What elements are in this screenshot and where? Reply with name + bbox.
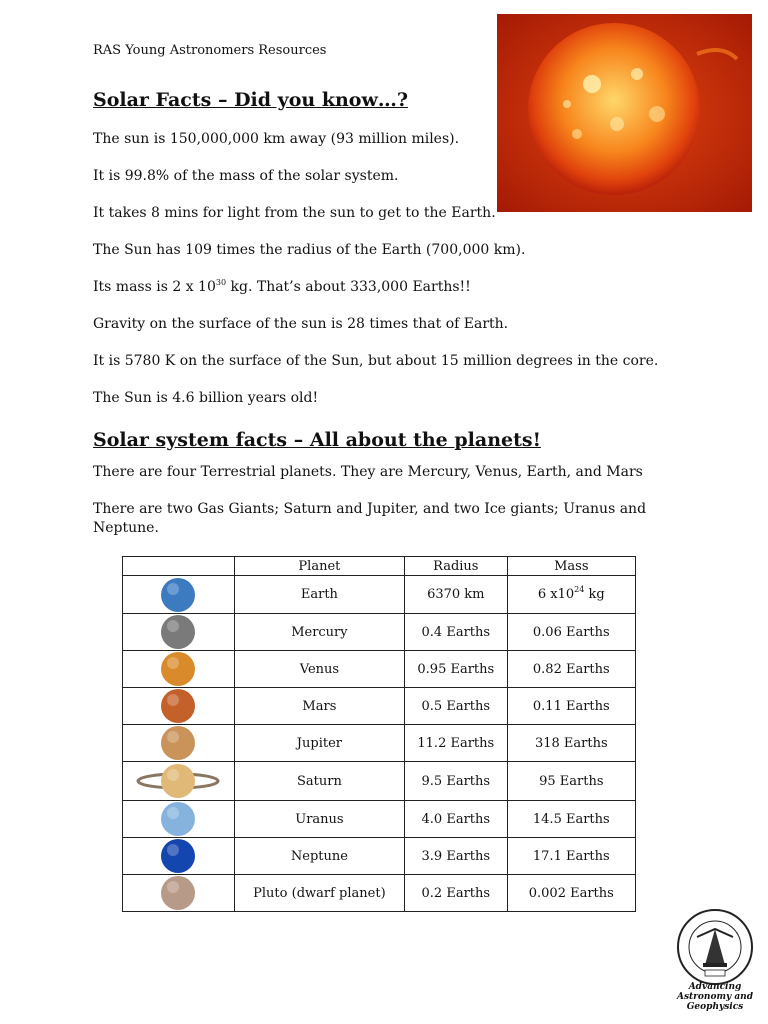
planet-icon-cell <box>123 875 235 912</box>
planet-icon-cell <box>123 801 235 838</box>
planet-name: Uranus <box>234 801 404 838</box>
planet-mass: 0.06 Earths <box>507 614 635 651</box>
planet-radius: 0.2 Earths <box>405 875 508 912</box>
earth-mass-pre: 6 x10 <box>537 587 575 602</box>
planet-icon-cell <box>123 725 235 762</box>
table-row <box>123 838 636 875</box>
planet-icon-cell <box>123 762 235 801</box>
fact-mass-post: kg. That’s about 333,000 Earths!! <box>226 279 471 295</box>
sun-illustration <box>497 14 752 212</box>
planet-name: Pluto (dwarf planet) <box>234 875 404 912</box>
seal-tagline: Advancing Astronomy and Geophysics <box>676 982 754 1012</box>
header-icon <box>123 557 235 576</box>
planet-mass <box>507 576 635 614</box>
planet-icon-cell <box>123 838 235 875</box>
planet-mass: 318 Earths <box>507 725 635 762</box>
planet-name: Neptune <box>234 838 404 875</box>
planet-name: Saturn <box>234 762 404 801</box>
planets-heading: Solar system facts – All about the planets! <box>93 429 541 451</box>
fact-mass-exponent: 30 <box>215 278 227 287</box>
planets-table <box>122 556 636 912</box>
fact-mass-share: It is 99.8% of the mass of the solar system. <box>93 168 399 184</box>
planet-name: Mars <box>234 688 404 725</box>
sun-image <box>497 14 752 212</box>
planet-mass: 95 Earths <box>507 762 635 801</box>
header-planet: Planet <box>234 557 404 576</box>
planet-name: Earth <box>234 576 404 614</box>
fact-gravity: Gravity on the surface of the sun is 28 times that of Earth. <box>93 316 509 332</box>
venus-icon <box>158 651 198 687</box>
terrestrial-paragraph: There are four Terrestrial planets. They are Mercury, Venus, Earth, and Mars <box>93 464 643 480</box>
table-row <box>123 614 636 651</box>
resource-header: RAS Young Astronomers Resources <box>93 43 327 58</box>
planet-icon-cell <box>123 576 235 614</box>
planet-radius: 4.0 Earths <box>405 801 508 838</box>
table-row <box>123 576 636 614</box>
planet-radius: 0.95 Earths <box>405 651 508 688</box>
planet-icon-cell <box>123 688 235 725</box>
solar-facts-heading: Solar Facts – Did you know…? <box>93 89 408 111</box>
planet-radius: 0.5 Earths <box>405 688 508 725</box>
header-radius: Radius <box>405 557 508 576</box>
planet-mass: 0.11 Earths <box>507 688 635 725</box>
planet-icon-cell <box>123 614 235 651</box>
table-row <box>123 762 636 801</box>
table-row <box>123 688 636 725</box>
fact-temperature: It is 5780 K on the surface of the Sun, but about 15 million degrees in the core. <box>93 353 659 369</box>
saturn-icon <box>135 763 221 799</box>
fact-mass-pre: Its mass is 2 x 10 <box>93 279 216 295</box>
planet-radius: 3.9 Earths <box>405 838 508 875</box>
earth-mass-exponent: 24 <box>574 585 585 594</box>
planet-mass: 0.82 Earths <box>507 651 635 688</box>
table-row <box>123 725 636 762</box>
fact-light-time: It takes 8 mins for light from the sun to get to the Earth. <box>93 205 496 221</box>
mercury-icon <box>158 614 198 650</box>
neptune-icon <box>158 838 198 874</box>
fact-mass <box>93 278 471 297</box>
earth-mass-post: kg <box>584 587 605 602</box>
table-row <box>123 651 636 688</box>
planet-radius: 0.4 Earths <box>405 614 508 651</box>
planet-mass: 17.1 Earths <box>507 838 635 875</box>
planet-radius: 11.2 Earths <box>405 725 508 762</box>
planet-mass: 0.002 Earths <box>507 875 635 912</box>
header-mass: Mass <box>507 557 635 576</box>
uranus-icon <box>158 801 198 837</box>
table-row <box>123 875 636 912</box>
planet-icon-cell <box>123 651 235 688</box>
fact-age: The Sun is 4.6 billion years old! <box>93 390 319 406</box>
mars-icon <box>158 688 198 724</box>
table-header-row <box>123 557 636 576</box>
planet-radius: 9.5 Earths <box>405 762 508 801</box>
planet-name: Venus <box>234 651 404 688</box>
earth-icon <box>158 577 198 613</box>
planet-name: Mercury <box>234 614 404 651</box>
fact-radius: The Sun has 109 times the radius of the Earth (700,000 km). <box>93 242 526 258</box>
jupiter-icon <box>158 725 198 761</box>
pluto-icon <box>158 875 198 911</box>
fact-distance: The sun is 150,000,000 km away (93 million miles). <box>93 131 460 147</box>
planet-name: Jupiter <box>234 725 404 762</box>
table-row <box>123 801 636 838</box>
planet-mass: 14.5 Earths <box>507 801 635 838</box>
giants-paragraph: There are two Gas Giants; Saturn and Jupiter, and two Ice giants; Uranus and Neptune. <box>93 501 647 536</box>
planet-radius: 6370 km <box>405 576 508 614</box>
